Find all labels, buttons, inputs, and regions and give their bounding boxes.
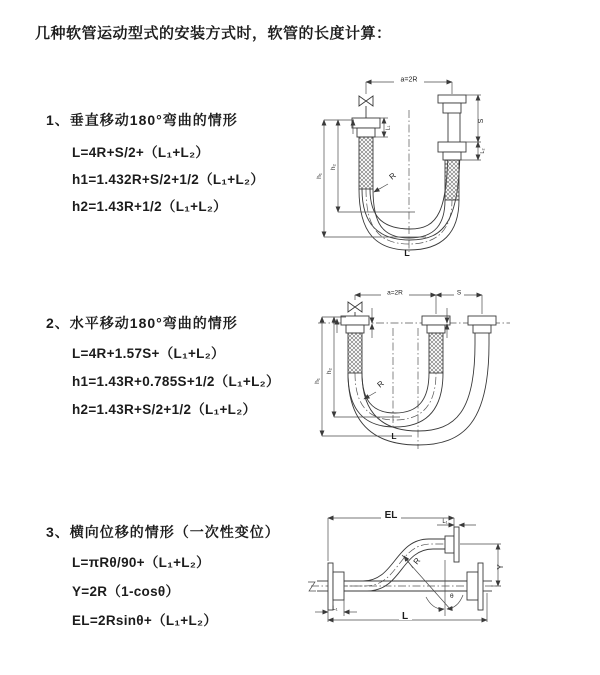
d3-dimension-L1-bottom bbox=[315, 600, 357, 616]
d1-span-label: a=2R bbox=[400, 76, 418, 84]
d3-el-label: EL bbox=[384, 510, 398, 521]
d1-l-label: L bbox=[404, 248, 410, 258]
section-3-formula-L: L=πRθ/90+（L₁+L₂） bbox=[72, 555, 210, 570]
d3-top-flange bbox=[445, 527, 459, 562]
braided-hose-section bbox=[445, 160, 459, 200]
d3-radius-leader bbox=[404, 556, 422, 568]
d1-l1-label: L₁ bbox=[385, 125, 392, 131]
d2-centerlines bbox=[318, 323, 510, 449]
d2-middle-pipe-assembly bbox=[422, 316, 450, 373]
break-mark bbox=[308, 582, 316, 591]
section-3-heading: 3、横向位移的情形（一次性变位） bbox=[46, 524, 280, 540]
d3-angle-theta bbox=[402, 555, 463, 616]
d1-radius-leader bbox=[374, 171, 398, 192]
braided-hose-section bbox=[359, 137, 373, 189]
braided-hose-section bbox=[348, 333, 362, 373]
d3-r-label: R bbox=[411, 556, 423, 567]
page-title: 几种软管运动型式的安装方式时，软管的长度计算： bbox=[35, 25, 392, 42]
d3-l1-top-label: L₁ bbox=[442, 519, 448, 525]
section-1-formula-L: L=4R+S/2+（L₁+L₂） bbox=[72, 145, 210, 160]
d2-hose-curves bbox=[348, 344, 489, 445]
d3-dimension-L bbox=[328, 593, 487, 622]
d1-dimension-span bbox=[366, 75, 452, 94]
d1-r-label: R bbox=[387, 170, 398, 182]
d2-h1-label: h₁ bbox=[314, 378, 321, 384]
valve-icon bbox=[359, 96, 373, 106]
d3-y-label: Y bbox=[496, 564, 505, 570]
d1-h2-label: h₂ bbox=[330, 163, 337, 171]
braided-hose-section bbox=[429, 333, 443, 373]
d1-l2-label: L₂ bbox=[480, 148, 486, 154]
d3-dimension-EL bbox=[328, 509, 454, 561]
d2-h2-label: h₂ bbox=[326, 367, 333, 375]
section-2-formula-h1: h1=1.43R+0.785S+1/2（L₁+L₂） bbox=[72, 374, 280, 389]
section-3-formula-EL: EL=2Rsinθ+（L₁+L₂） bbox=[72, 613, 218, 628]
d2-dimension-span bbox=[355, 289, 482, 315]
d3-l1-bottom-label: L₁ bbox=[332, 606, 338, 612]
section-1-formula-h1: h1=1.432R+S/2+1/2（L₁+L₂） bbox=[72, 172, 265, 187]
section-2-formula-h2: h2=1.43R+S/2+1/2（L₁+L₂） bbox=[72, 402, 257, 417]
d3-curved-hose bbox=[344, 539, 445, 591]
diagram-vertical-move-180-bend bbox=[310, 72, 510, 262]
diagram-lateral-displacement bbox=[305, 503, 600, 658]
d2-r-label: R bbox=[375, 378, 386, 390]
d3-l-label: L bbox=[401, 611, 409, 622]
d2-span-label: a=2R bbox=[387, 289, 403, 297]
d3-left-flange bbox=[328, 563, 344, 610]
d2-left-pipe-assembly bbox=[341, 302, 369, 373]
section-3-formula-Y: Y=2R（1-cosθ） bbox=[72, 584, 180, 599]
d1-h1-label: h₁ bbox=[316, 173, 323, 179]
section-2-heading: 2、水平移动180°弯曲的情形 bbox=[46, 315, 238, 331]
d2-radius-leader bbox=[364, 379, 386, 399]
valve-icon bbox=[348, 302, 362, 312]
d3-dimension-L1-top bbox=[437, 519, 476, 525]
section-1-formula-h2: h2=1.43R+1/2（L₁+L₂） bbox=[72, 199, 227, 214]
d2-right-pipe-assembly bbox=[468, 316, 496, 344]
section-2-formula-L: L=4R+1.57S+（L₁+L₂） bbox=[72, 346, 225, 361]
d3-theta-label: θ bbox=[450, 593, 454, 600]
d2-l-label: L bbox=[391, 431, 397, 441]
d1-right-pipe-assembly bbox=[438, 95, 466, 200]
d2-s-label: S bbox=[456, 289, 462, 297]
section-1-heading: 1、垂直移动180°弯曲的情形 bbox=[46, 112, 238, 128]
d1-s-label: S bbox=[478, 118, 485, 124]
d3-right-flange bbox=[467, 563, 492, 610]
d2-dimension-h bbox=[314, 317, 412, 436]
d1-left-pipe-assembly bbox=[352, 96, 380, 189]
diagram-horizontal-move-180-bend bbox=[312, 286, 517, 461]
